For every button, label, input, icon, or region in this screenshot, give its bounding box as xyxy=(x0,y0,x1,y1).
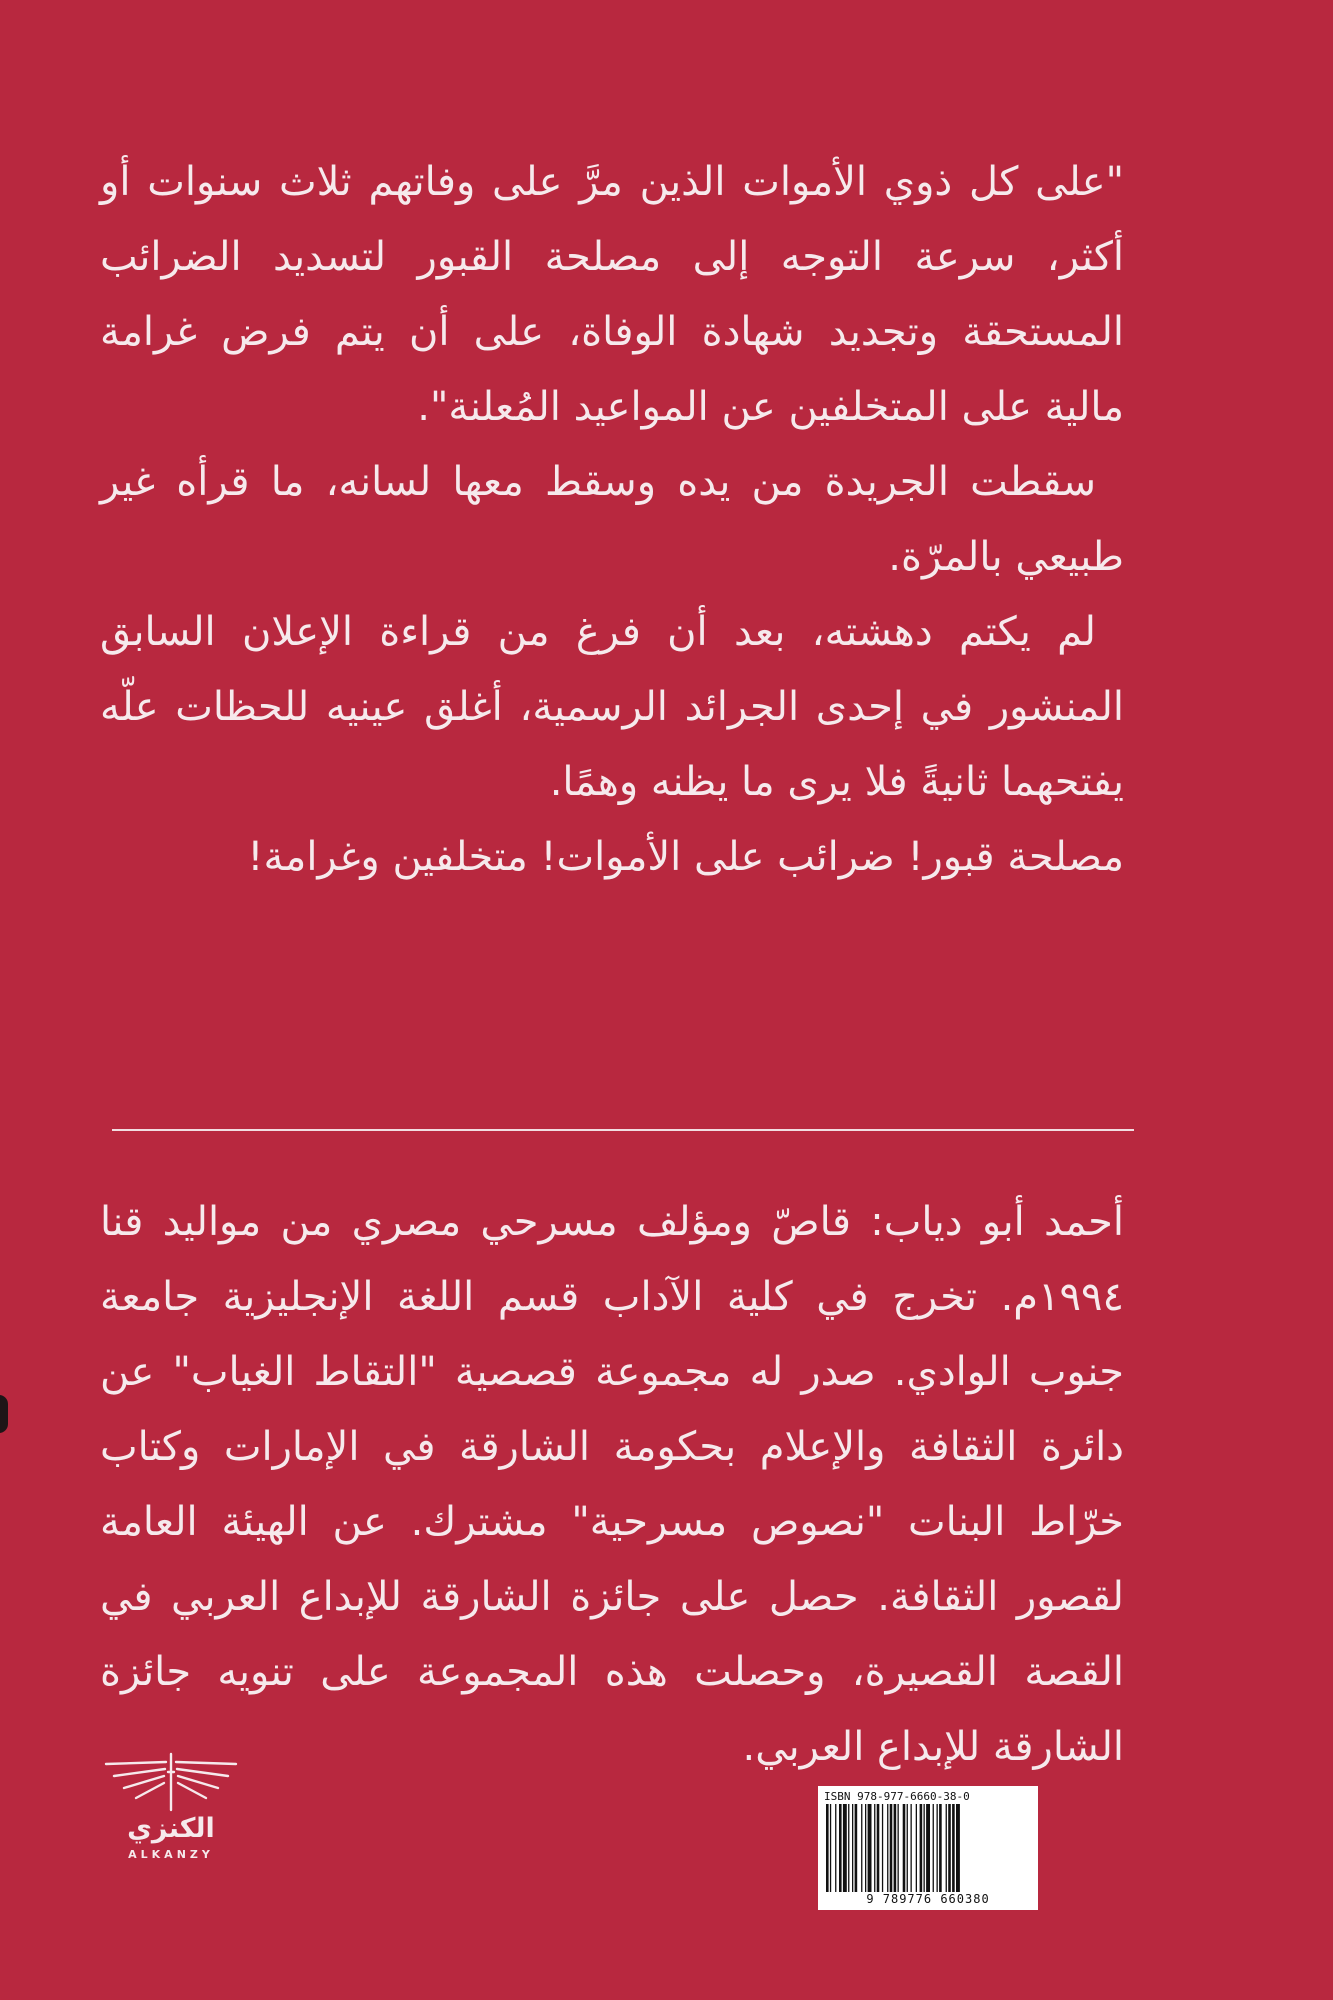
barcode-bar xyxy=(848,1804,849,1892)
barcode-bar xyxy=(946,1804,947,1892)
barcode-bar xyxy=(911,1804,912,1892)
barcode-bar xyxy=(898,1804,899,1892)
winged-emblem-icon xyxy=(102,1752,240,1814)
barcode-bar xyxy=(830,1804,831,1892)
publisher-name-arabic: الكنزي xyxy=(127,1813,215,1844)
barcode-bar xyxy=(826,1804,829,1892)
barcode-bar xyxy=(937,1804,938,1892)
barcode-bar xyxy=(877,1804,880,1892)
excerpt-paragraph-4: مصلحة قبور! ضرائب على الأموات! متخلفين وغرامة! xyxy=(247,834,1124,880)
excerpt-paragraph-1: "على كل ذوي الأموات الذين مرَّ على وفاتهم ثلاث سنوات أو أكثر، سرعة التوجه إلى مصلحة القبور لتسديد الضرائب المستحقة وتجديد شهادة الوفاة، على أن يتم فرض غرامة مالية على المتخلفين عن المواعيد المُعلنة". xyxy=(100,159,1124,430)
barcode-bar xyxy=(907,1804,908,1892)
author-bio xyxy=(100,1185,1124,1785)
barcode-bar xyxy=(952,1804,955,1892)
barcode-bar xyxy=(852,1804,853,1892)
isbn-digits: 9 789776 660380 xyxy=(866,1892,990,1906)
barcode-bar xyxy=(924,1804,925,1892)
book-excerpt xyxy=(100,145,1124,895)
author-bio-text: أحمد أبو دياب: قاصّ ومؤلف مسرحي مصري من مواليد قنا ١٩٩٤م. تخرج في كلية الآداب قسم اللغة الإنجليزية جامعة جنوب الوادي. صدر له مجموعة قصصية "التقاط الغياب" عن دائرة الثقافة والإعلام بحكومة الشارقة في الإمارات وكتاب خرّاط البنات "نصوص مسرحية" مشترك. عن الهيئة العامة لقصور الثقافة. حصل على جائزة الشارقة للإبداع العربي في القصة القصيرة، وحصلت هذه المجموعة على تنويه جائزة الشارقة للإبداع العربي. xyxy=(100,1199,1124,1770)
barcode-bar xyxy=(855,1804,858,1892)
barcode-bar xyxy=(882,1804,883,1892)
barcode-bar xyxy=(939,1804,942,1892)
barcode-bar xyxy=(920,1804,923,1892)
barcode-bar xyxy=(843,1804,847,1892)
barcode-bar xyxy=(894,1804,897,1892)
barcode-bar xyxy=(874,1804,875,1892)
excerpt-paragraph-3: لم يكتم دهشته، بعد أن فرغ من قراءة الإعلان السابق المنشور في إحدى الجرائد الرسمية، أغلق عينيه للحظات علّه يفتحهما ثانيةً فلا يرى ما يظنه وهمًا. xyxy=(100,609,1124,805)
barcode-bars xyxy=(824,1804,1032,1892)
isbn-label: ISBN 978-977-6660-38-0 xyxy=(824,1790,970,1803)
section-divider xyxy=(112,1129,1134,1131)
barcode-bar xyxy=(903,1804,906,1892)
barcode-bar xyxy=(933,1804,934,1892)
barcode-bar xyxy=(865,1804,866,1892)
excerpt-paragraph-2: سقطت الجريدة من يده وسقط معها لسانه، ما قرأه غير طبيعي بالمرّة. xyxy=(100,459,1124,580)
barcode-bar xyxy=(835,1804,836,1892)
barcode-bar xyxy=(926,1804,930,1892)
barcode-bar xyxy=(861,1804,862,1892)
isbn-barcode xyxy=(818,1786,1038,1910)
barcode-bar xyxy=(948,1804,951,1892)
barcode-bar xyxy=(956,1804,960,1892)
barcode-bar xyxy=(839,1804,842,1892)
barcode-bar xyxy=(916,1804,917,1892)
barcode-bar xyxy=(868,1804,872,1892)
barcode-bar xyxy=(890,1804,893,1892)
publisher-name-english: ALKANZY xyxy=(128,1848,214,1861)
edge-mark xyxy=(0,1395,8,1433)
publisher-logo xyxy=(96,1752,246,1892)
barcode-bar xyxy=(887,1804,888,1892)
